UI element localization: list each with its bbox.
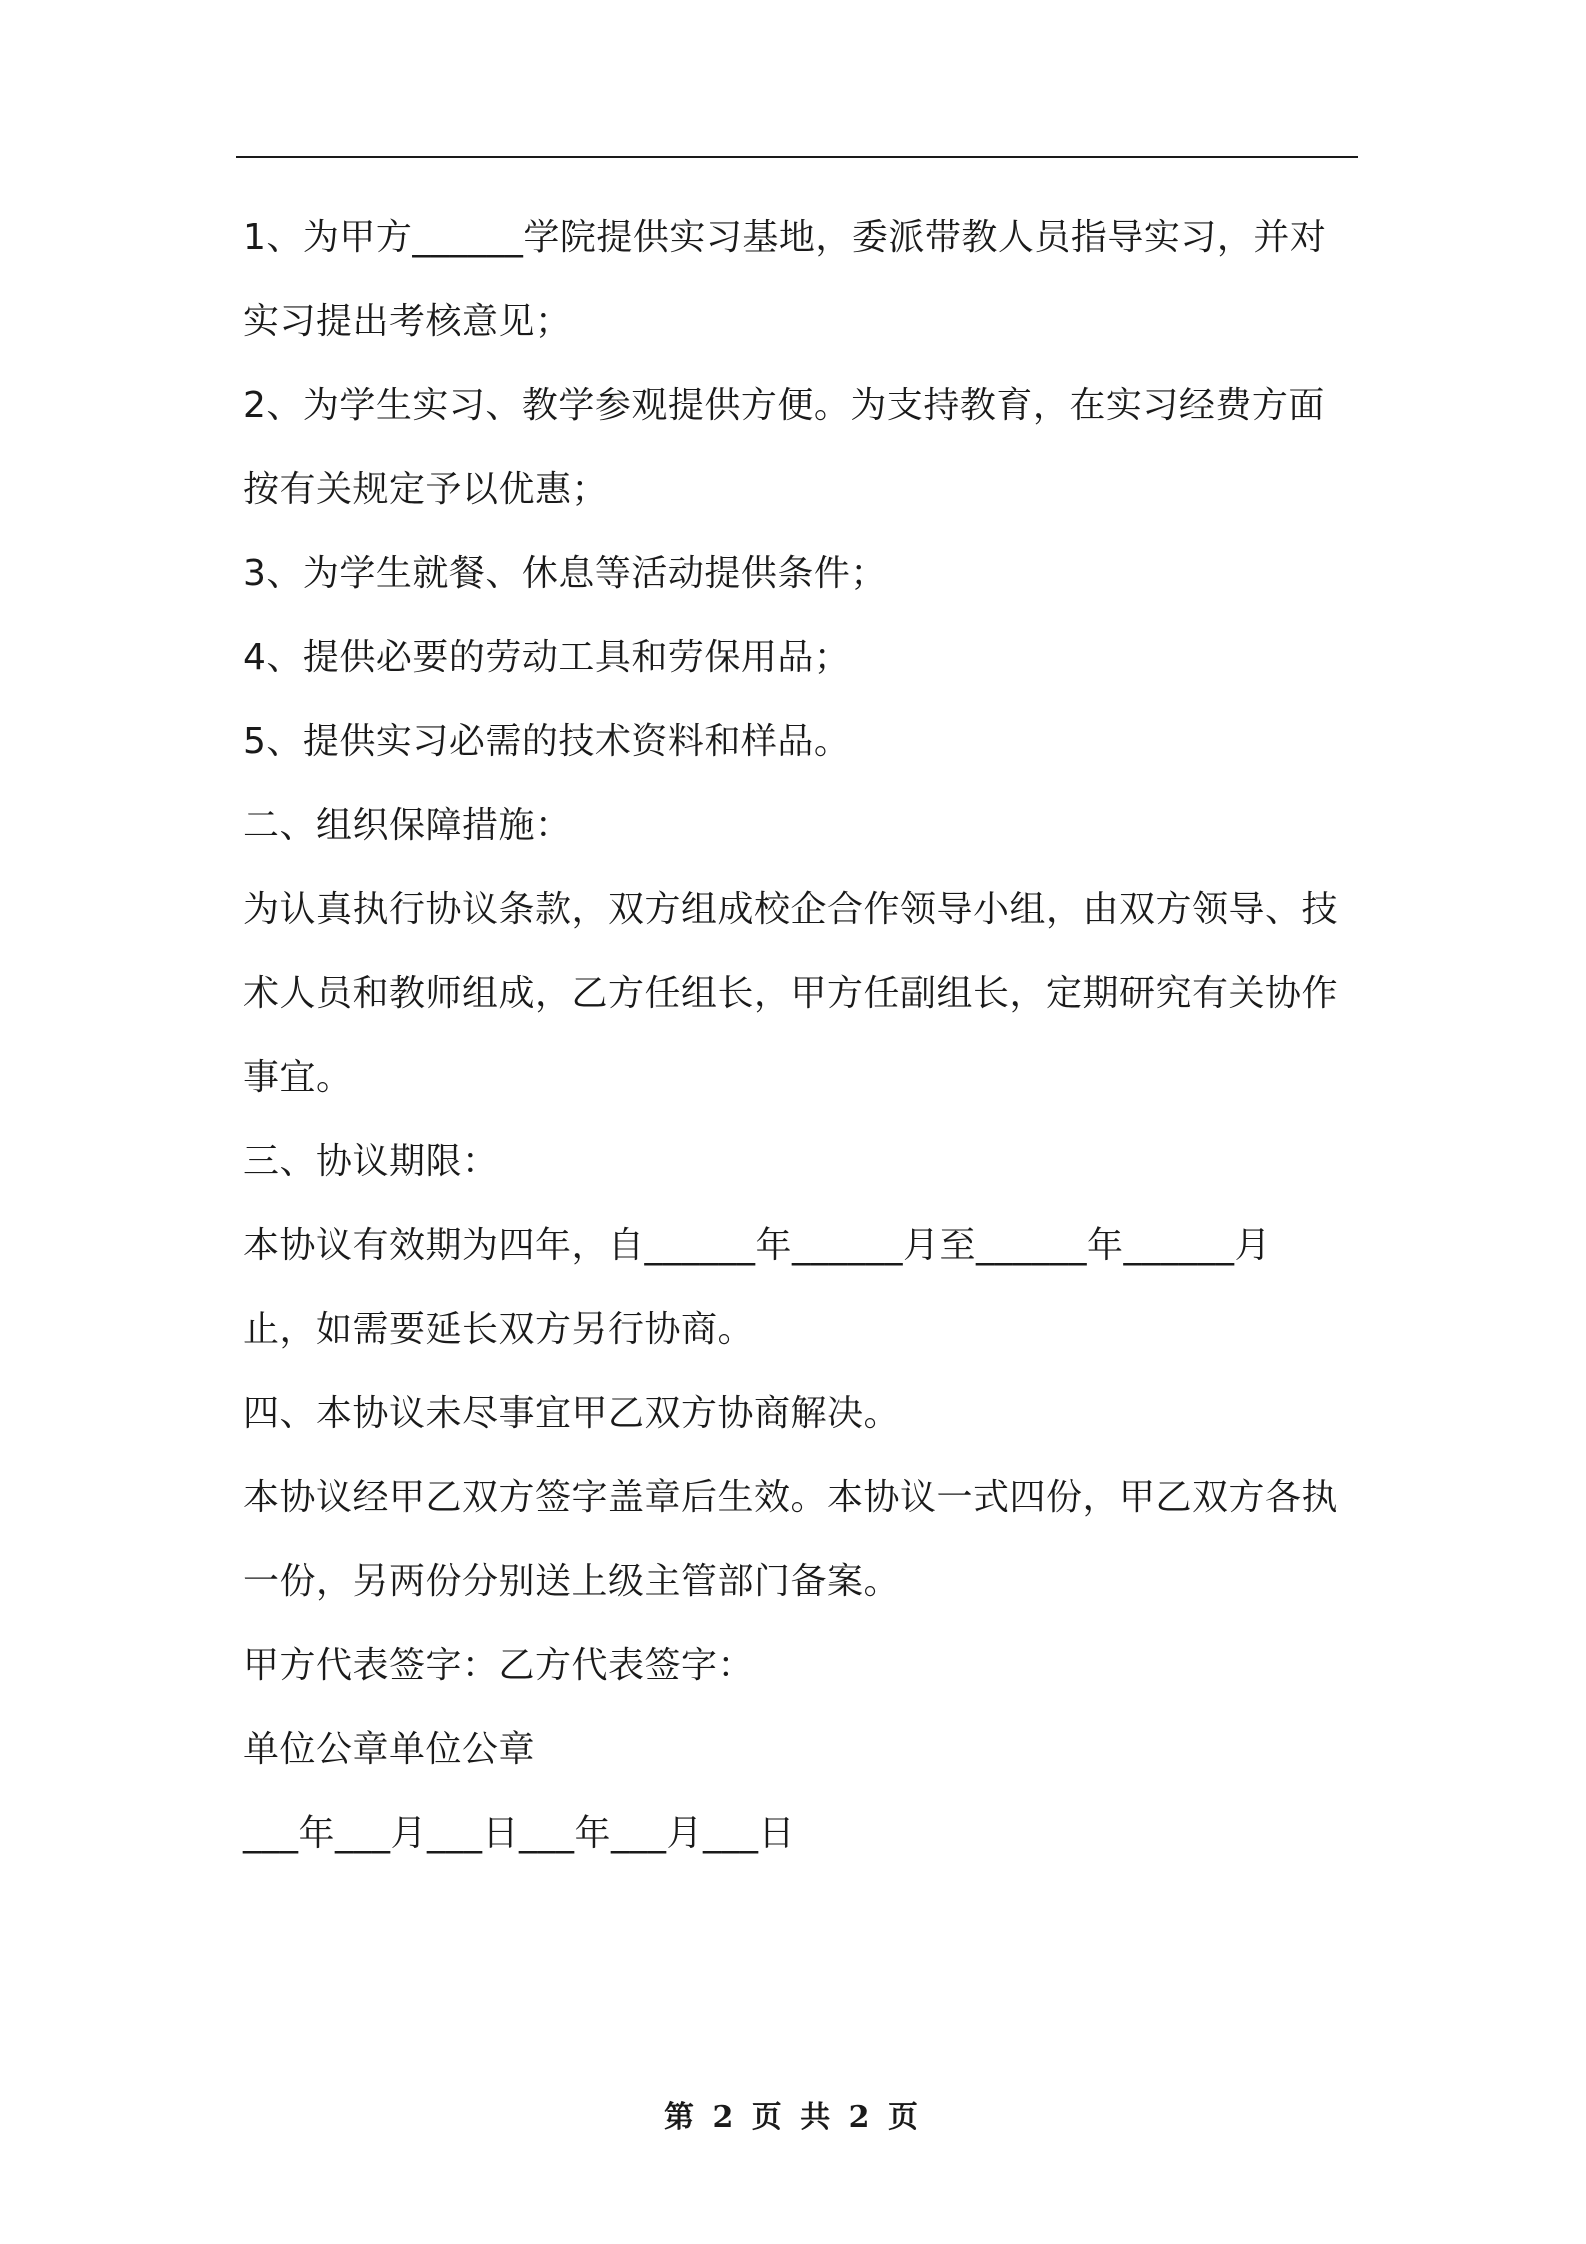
text-line: 3、为学生就餐、休息等活动提供条件； [243, 553, 887, 594]
section-heading: 二、组织保障措施： [243, 805, 572, 846]
text-line: 事宜。 [243, 1057, 353, 1098]
text-line: 4、提供必要的劳动工具和劳保用品； [243, 637, 851, 678]
text-line: 术人员和教师组成，乙方任组长，甲方任副组长，定期研究有关协作 [243, 973, 1339, 1014]
text-line: 为认真执行协议条款，双方组成校企合作领导小组，由双方领导、技 [243, 889, 1339, 930]
page-number-footer: 第 2 页 共 2 页 [664, 2100, 922, 2135]
section-heading: 四、本协议未尽事宜甲乙双方协商解决。 [243, 1393, 901, 1434]
document-body [243, 196, 1358, 1876]
seal-line: 单位公章单位公章 [243, 1729, 536, 1770]
header-rule [236, 156, 1358, 158]
signature-line: 甲方代表签字：乙方代表签字： [243, 1645, 755, 1686]
text-line: 本协议经甲乙双方签字盖章后生效。本协议一式四份，甲乙双方各执 [243, 1477, 1339, 1518]
text-line: 实习提出考核意见； [243, 301, 572, 342]
text-line: 1、为甲方______学院提供实习基地，委派带教人员指导实习，并对 [243, 217, 1327, 258]
text-line: 2、为学生实习、教学参观提供方便。为支持教育，在实习经费方面 [243, 385, 1325, 426]
text-line: 本协议有效期为四年，自______年______月至______年______月 [243, 1225, 1272, 1266]
text-line: 按有关规定予以优惠； [243, 469, 609, 510]
date-line: ___年___月___日___年___月___日 [243, 1813, 796, 1854]
text-line: 一份，另两份分别送上级主管部门备案。 [243, 1561, 901, 1602]
text-line: 止，如需要延长双方另行协商。 [243, 1309, 755, 1350]
section-heading: 三、协议期限： [243, 1141, 499, 1182]
text-line: 5、提供实习必需的技术资料和样品。 [243, 721, 851, 762]
